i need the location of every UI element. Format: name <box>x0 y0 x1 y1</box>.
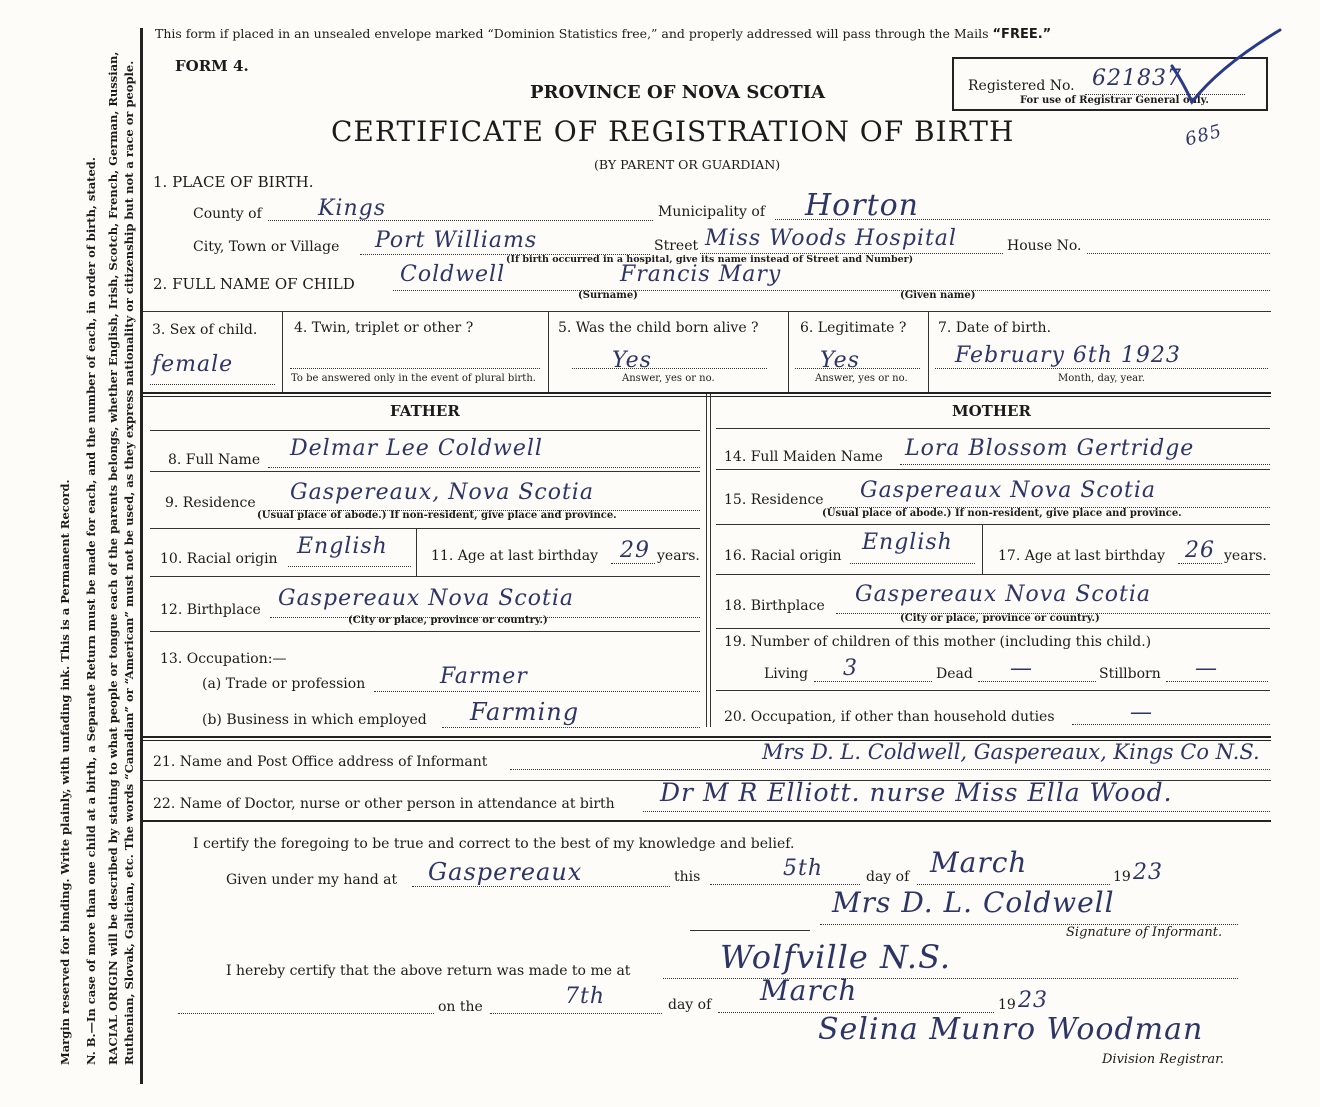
father-residence-label: 9. Residence <box>165 495 256 511</box>
registered-label: Registered No. <box>968 78 1075 94</box>
mail-notice <box>155 26 1051 42</box>
mother-residence-value: Gaspereaux Nova Scotia <box>860 478 1156 503</box>
certify-statement: I certify the foregoing to be true and correct to the best of my knowledge and belief. <box>193 836 795 852</box>
checkmark-icon <box>1170 26 1285 106</box>
street-label: Street <box>654 238 699 254</box>
mother-birthplace-value: Gaspereaux Nova Scotia <box>855 582 1151 607</box>
side-note-multiple-births: N. B.—In case of more than one child at a birth, a Separate Return must be made for each, and the number of each, in order of birth, stated. <box>84 157 98 1065</box>
mother-racial-value: English <box>862 530 953 555</box>
certify-year-prefix: 19 <box>1113 869 1131 885</box>
father-occupation-label: 13. Occupation:— <box>160 651 287 667</box>
stillborn-label: Stillborn <box>1099 666 1161 682</box>
mail-free: “FREE.” <box>992 27 1052 42</box>
municipality-value: Horton <box>805 188 920 223</box>
mail-notice-text: This form if placed in an unsealed envelope marked “Dominion Statistics free,” and properly addressed will pass through the Mails <box>155 26 989 41</box>
surname-caption: (Surname) <box>578 290 638 301</box>
mother-age-unit: years. <box>1224 548 1267 564</box>
father-age-value: 29 <box>620 538 650 563</box>
alive-label: 5. Was the child born alive ? <box>558 320 759 336</box>
house-label: House No. <box>1007 238 1082 254</box>
father-racial-label: 10. Racial origin <box>160 551 278 567</box>
child-given-names: Francis Mary <box>620 262 782 287</box>
hospital-note: (If birth occurred in a hospital, give its name instead of Street and Number) <box>506 254 914 265</box>
mother-occupation-value: — <box>1130 700 1153 725</box>
father-heading: FATHER <box>390 402 460 420</box>
legit-caption: Answer, yes or no. <box>815 373 908 384</box>
city-value: Port Williams <box>375 228 538 253</box>
doctor-label: 22. Name of Doctor, nurse or other person in attendance at birth <box>153 796 615 812</box>
registrar-day-of-label: day of <box>668 997 712 1013</box>
father-birthplace-value: Gaspereaux Nova Scotia <box>278 586 574 611</box>
side-note-binding: Margin reserved for binding. Write plainly, with unfading ink. This is a Permanent Record. <box>58 479 72 1065</box>
doctor-value: Dr M R Elliott. nurse Miss Ella Wood. <box>660 778 1173 807</box>
father-age-unit: years. <box>657 548 700 564</box>
province-title: PROVINCE OF NOVA SCOTIA <box>530 82 826 103</box>
living-value: 3 <box>843 656 858 681</box>
page-title: CERTIFICATE OF REGISTRATION OF BIRTH <box>331 115 1015 148</box>
father-racial-value: English <box>297 534 388 559</box>
sex-label: 3. Sex of child. <box>152 322 258 338</box>
margin-mark: 685 <box>1182 120 1225 151</box>
day-of-label: day of <box>866 869 910 885</box>
city-label: City, Town or Village <box>193 239 340 255</box>
mother-children-label: 19. Number of children of this mother (including this child.) <box>724 634 1152 650</box>
legit-label: 6. Legitimate ? <box>800 320 907 336</box>
registrar-day: 7th <box>565 984 606 1009</box>
child-name-label: 2. FULL NAME OF CHILD <box>153 275 355 293</box>
this-label: this <box>674 869 701 885</box>
dob-value: February 6th 1923 <box>955 343 1181 368</box>
informant-signature: Mrs D. L. Coldwell <box>832 886 1115 919</box>
registrar-year-suffix: 23 <box>1018 988 1048 1013</box>
father-trade-label: (a) Trade or profession <box>202 676 366 692</box>
side-note-racial-origin-1: RACIAL ORIGIN will be described by stating to what people or tongue each of the parents belongs, whether English, Irish, Scotch, French, German, Russian, <box>106 51 120 1065</box>
dead-value: — <box>1010 656 1033 681</box>
mother-residence-caption: (Usual place of abode.) If non-resident, give place and province. <box>822 508 1182 519</box>
sex-value: female <box>152 352 234 377</box>
page-subtitle: (BY PARENT OR GUARDIAN) <box>594 157 781 172</box>
given-caption: (Given name) <box>900 290 976 301</box>
mother-name-label: 14. Full Maiden Name <box>724 449 883 465</box>
municipality-label: Municipality of <box>658 204 766 220</box>
certify-month: March <box>930 846 1028 879</box>
this-day: 5th <box>783 856 824 881</box>
binding-rule <box>140 28 143 1084</box>
side-note-racial-origin-2: Ruthenian, Slovak, Galician, etc. The words “Canadian” or “American” must not be used, as they express nationality or citizenship but not a race or people. <box>122 60 136 1065</box>
alive-caption: Answer, yes or no. <box>622 373 715 384</box>
father-birthplace-caption: (City or place, province or country.) <box>348 615 548 626</box>
father-name-value: Delmar Lee Coldwell <box>290 436 543 461</box>
father-trade-value: Farmer <box>440 664 528 689</box>
father-age-label: 11. Age at last birthday <box>431 548 599 564</box>
form-number: FORM 4. <box>175 57 249 75</box>
stillborn-value: — <box>1195 656 1218 681</box>
given-label: Given under my hand at <box>226 872 398 888</box>
county-label: County of <box>193 206 262 222</box>
registrar-signature: Selina Munro Woodman <box>818 1012 1204 1047</box>
father-name-label: 8. Full Name <box>168 452 261 468</box>
registrar-statement: I hereby certify that the above return was made to me at <box>226 963 631 979</box>
father-business-label: (b) Business in which employed <box>202 712 427 728</box>
given-place: Gaspereaux <box>428 858 583 886</box>
mother-birthplace-label: 18. Birthplace <box>724 598 825 614</box>
father-business-value: Farming <box>470 698 580 726</box>
registrar-note: For use of Registrar General only. <box>1020 95 1209 106</box>
dob-label: 7. Date of birth. <box>938 320 1052 336</box>
mother-residence-label: 15. Residence <box>724 492 824 508</box>
father-birthplace-label: 12. Birthplace <box>160 602 261 618</box>
mother-name-value: Lora Blossom Gertridge <box>905 436 1195 461</box>
mother-age-value: 26 <box>1185 538 1215 563</box>
mother-heading: MOTHER <box>952 402 1031 420</box>
legit-value: Yes <box>820 348 860 373</box>
dob-caption: Month, day, year. <box>1058 373 1145 384</box>
registrar-caption: Division Registrar. <box>1102 1052 1224 1067</box>
registered-value: 621837 <box>1092 66 1182 91</box>
street-value: Miss Woods Hospital <box>705 226 957 251</box>
on-the-label: on the <box>438 999 483 1015</box>
mother-age-label: 17. Age at last birthday <box>998 548 1166 564</box>
father-residence-caption: (Usual place of abode.) If non-resident, give place and province. <box>257 510 617 521</box>
dead-label: Dead <box>936 666 973 682</box>
alive-value: Yes <box>612 348 652 373</box>
child-surname: Coldwell <box>400 262 506 287</box>
county-value: Kings <box>318 196 387 221</box>
living-label: Living <box>764 666 809 682</box>
twin-note: To be answered only in the event of plural birth. <box>291 373 536 384</box>
certify-year-suffix: 23 <box>1133 860 1163 885</box>
mother-occupation-label: 20. Occupation, if other than household duties <box>724 709 1055 725</box>
registrar-month: March <box>760 974 858 1007</box>
registrar-place: Wolfville N.S. <box>720 938 952 976</box>
place-heading: 1. PLACE OF BIRTH. <box>153 173 314 191</box>
signature-caption: Signature of Informant. <box>1066 925 1223 940</box>
twin-label: 4. Twin, triplet or other ? <box>294 320 474 336</box>
registrar-year-prefix: 19 <box>998 997 1016 1013</box>
mother-racial-label: 16. Racial origin <box>724 548 842 564</box>
informant-value: Mrs D. L. Coldwell, Gaspereaux, Kings Co N.S. <box>762 740 1260 764</box>
informant-label: 21. Name and Post Office address of Informant <box>153 754 488 770</box>
mother-birthplace-caption: (City or place, province or country.) <box>900 613 1100 624</box>
father-residence-value: Gaspereaux, Nova Scotia <box>290 480 594 505</box>
